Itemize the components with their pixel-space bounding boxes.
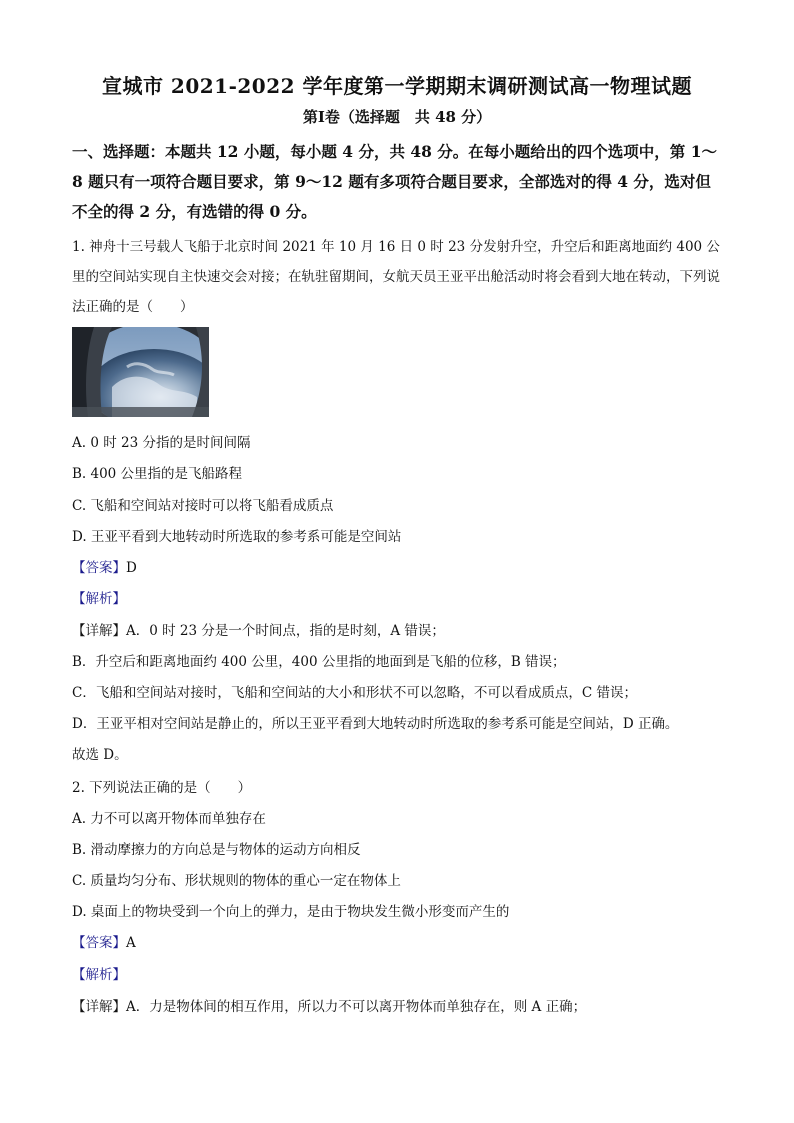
q1-option-b: B. 400 公里指的是飞船路程 (72, 466, 243, 482)
q1-answer-line (72, 556, 137, 576)
q2-detail-text-a: A．力是物体间的相互作用，所以力不可以离开物体而单独存在，则 A 正确； (126, 999, 587, 1015)
exam-title: 宣城市 2021-2022 学年度第一学期期末调研测试高一物理试题 (101, 74, 693, 98)
q2-option-b: B. 滑动摩擦力的方向总是与物体的运动方向相反 (72, 842, 361, 858)
analysis-tag: 【解析】 (72, 967, 126, 983)
analysis-tag: 【解析】 (72, 591, 126, 607)
q1-detail-text-a: A．0 时 23 分是一个时间点，指的是时刻，A 错误； (126, 623, 445, 639)
q1-option-a: A. 0 时 23 分指的是时间间隔 (72, 435, 251, 451)
answer-tag: 【答案】 (72, 560, 126, 576)
question-1-stem: 1. 神舟十三号载人飞船于北京时间 2021 年 10 月 16 日 0 时 23 分发射升空，升空后和距离地面约 400 公里的空间站实现自主快速交会对接；在轨驻留期间，女航天员王亚平出舱活动时将会看到大地在转动，下列说法正确的是（ ） (72, 239, 720, 315)
detail-tag: 【详解】 (72, 999, 126, 1015)
q1-answer: D (126, 560, 137, 576)
question-2-stem: 2. 下列说法正确的是（ ） (72, 780, 252, 796)
q1-detail-a (72, 619, 445, 639)
earth-photo-illustration (72, 327, 209, 417)
q2-analysis-line (72, 963, 126, 983)
answer-tag: 【答案】 (72, 935, 126, 951)
q1-option-c: C. 飞船和空间站对接时可以将飞船看成质点 (72, 498, 334, 514)
q1-analysis-line (72, 587, 126, 607)
earth-from-window-photo (72, 327, 209, 417)
q1-detail-b: B．升空后和距离地面约 400 公里，400 公里指的地面到是飞船的位移，B 错误； (72, 654, 566, 670)
q2-option-d: D. 桌面上的物块受到一个向上的弹力，是由于物块发生微小形变而产生的 (72, 904, 510, 920)
q2-answer: A (126, 935, 136, 951)
q2-option-c: C. 质量均匀分布、形状规则的物体的重心一定在物体上 (72, 873, 401, 889)
q1-conclusion: 故选 D。 (72, 747, 128, 763)
q1-detail-c: C．飞船和空间站对接时，飞船和空间站的大小和形状不可以忽略，不可以看成质点，C 错误； (72, 685, 637, 701)
section-subtitle: 第Ⅰ卷（选择题 共 48 分） (302, 108, 492, 126)
section-instructions: 一、选择题：本题共 12 小题，每小题 4 分，共 48 分。在每小题给出的四个选项中，第 1～8 题只有一项符合题目要求，第 9～12 题有多项符合题目要求，全部选对的得 4 分，选对但不全的得 2 分，有选错的得 0 分。 (72, 142, 717, 221)
q1-option-d: D. 王亚平看到大地转动时所选取的参考系可能是空间站 (72, 529, 402, 545)
q2-answer-line (72, 931, 136, 951)
q2-option-a: A. 力不可以离开物体而单独存在 (72, 811, 266, 827)
q1-detail-d: D．王亚平相对空间站是静止的，所以王亚平看到大地转动时所选取的参考系可能是空间站，D 正确。 (72, 716, 679, 732)
detail-tag: 【详解】 (72, 623, 126, 639)
q2-detail-a (72, 995, 586, 1015)
